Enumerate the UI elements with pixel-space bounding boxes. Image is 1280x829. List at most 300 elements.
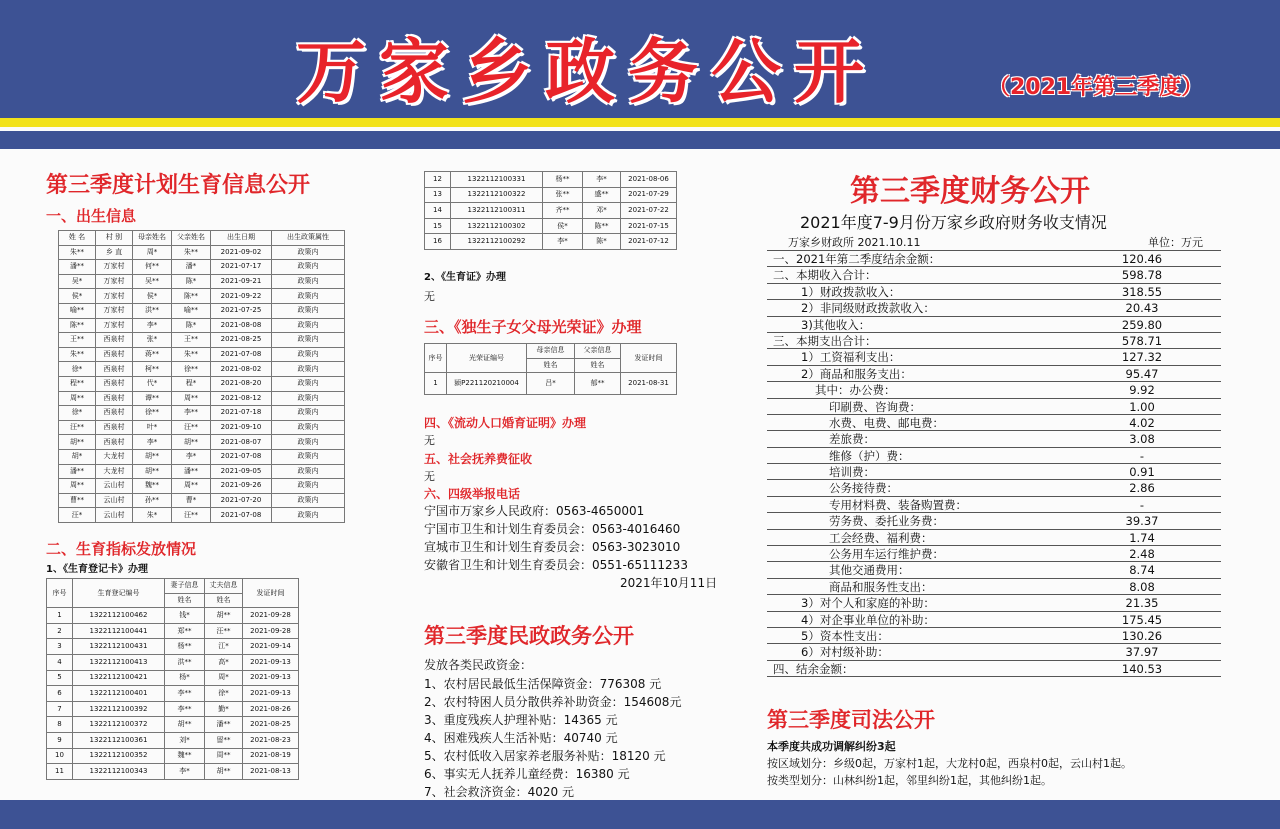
table-row bbox=[47, 670, 299, 686]
finance-row bbox=[767, 513, 1221, 529]
table-cell: 蒋** bbox=[133, 347, 172, 362]
table-row bbox=[47, 686, 299, 702]
finance-row bbox=[767, 497, 1221, 513]
table-cell: 政策内 bbox=[272, 289, 345, 304]
table-cell: 2021-07-18 bbox=[211, 406, 272, 421]
phone-line: 宁国市万家乡人民政府：0563-4650001 bbox=[424, 504, 645, 518]
finance-row bbox=[767, 300, 1221, 316]
civil-item: 5、农村低收入居家养老服务补贴：18120 元 bbox=[424, 749, 666, 763]
table-cell: 杨* bbox=[165, 670, 205, 686]
finance-row bbox=[767, 661, 1221, 677]
finance-row bbox=[767, 399, 1221, 415]
table-cell: 潘** bbox=[59, 260, 96, 275]
table-cell: 万家村 bbox=[96, 289, 133, 304]
table-cell: 张* bbox=[133, 333, 172, 348]
table-cell: 2021-09-28 bbox=[243, 623, 299, 639]
finance-value: 578.71 bbox=[1121, 333, 1163, 348]
table-cell: 政策内 bbox=[272, 333, 345, 348]
table-row bbox=[59, 493, 345, 508]
table-row bbox=[59, 333, 345, 348]
table-cell: 2021-08-13 bbox=[243, 764, 299, 780]
table-cell: 吴** bbox=[133, 274, 172, 289]
fee-none: 无 bbox=[424, 470, 435, 483]
table-row bbox=[59, 435, 345, 450]
table-cell: 3 bbox=[47, 639, 73, 655]
table-row bbox=[59, 289, 345, 304]
table-cell: 1322112100401 bbox=[73, 686, 165, 702]
table-cell: 2021-09-05 bbox=[211, 464, 272, 479]
table-row bbox=[59, 362, 345, 377]
civil-item: 3、重度残疾人护理补贴：14365 元 bbox=[424, 713, 618, 727]
table-cell: 16 bbox=[425, 234, 451, 250]
finance-label: 水费、电费、邮电费： bbox=[829, 415, 944, 430]
finance-label: 维修（护）费： bbox=[829, 448, 910, 463]
table-cell: 政策内 bbox=[272, 391, 345, 406]
judicial-title: 第三季度司法公开 bbox=[767, 708, 935, 732]
table-cell: 胡* bbox=[59, 449, 96, 464]
table-cell: 9 bbox=[47, 732, 73, 748]
table-row bbox=[47, 701, 299, 717]
table-cell: 12 bbox=[425, 172, 451, 188]
honor-title: 三、《独生子女父母光荣证》办理 bbox=[424, 318, 642, 336]
finance-value: 37.97 bbox=[1125, 645, 1159, 660]
judicial-line: 本季度共成功调解纠纷3起 bbox=[767, 740, 896, 753]
finance-label: 差旅费： bbox=[829, 432, 875, 447]
table-cell: 15 bbox=[425, 218, 451, 234]
table-cell: 云山村 bbox=[96, 479, 133, 494]
table-cell: 曹* bbox=[172, 493, 211, 508]
table-cell: 王** bbox=[172, 333, 211, 348]
table-cell: 陈** bbox=[59, 318, 96, 333]
table-cell: 1322112100361 bbox=[73, 732, 165, 748]
civil-item: 1、农村居民最低生活保障资金：776308 元 bbox=[424, 677, 662, 691]
table-row bbox=[47, 608, 299, 624]
table-cell: 2021-07-17 bbox=[211, 260, 272, 275]
finance-label: 4）对企事业单位的补助： bbox=[801, 612, 935, 627]
table-cell: 2021-08-26 bbox=[243, 701, 299, 717]
table-cell: 万家村 bbox=[96, 260, 133, 275]
table-cell: 政策内 bbox=[272, 347, 345, 362]
table-cell: 齐** bbox=[543, 203, 583, 219]
table-cell: 2021-09-28 bbox=[243, 608, 299, 624]
table-row bbox=[47, 717, 299, 733]
table-cell: 徐* bbox=[59, 362, 96, 377]
blue-stripe bbox=[0, 131, 1280, 149]
table-cell: 侯* bbox=[59, 289, 96, 304]
table-cell: 陈* bbox=[172, 318, 211, 333]
table-cell: 何** bbox=[133, 260, 172, 275]
table-cell: 1322112100372 bbox=[73, 717, 165, 733]
table-row bbox=[59, 347, 345, 362]
finance-label: 3）对个人和家庭的补助： bbox=[801, 596, 935, 611]
table-cell: 钱* bbox=[165, 608, 205, 624]
table-row: 1 颍P221120210004 吕* 郁** 2021-08-31 bbox=[425, 373, 677, 395]
finance-subtitle: 2021年度7-9月份万家乡政府财务收支情况 bbox=[800, 213, 1107, 232]
finance-label: 2）非同级财政拨款收入： bbox=[801, 301, 935, 316]
table-row bbox=[59, 245, 345, 260]
table-cell: 政策内 bbox=[272, 493, 345, 508]
finance-value: 8.08 bbox=[1129, 579, 1155, 594]
table-cell: 朱* bbox=[133, 508, 172, 523]
finance-row bbox=[767, 284, 1221, 300]
finance-value: 259.80 bbox=[1121, 317, 1163, 332]
table-row bbox=[59, 376, 345, 391]
finance-value: 39.37 bbox=[1125, 514, 1159, 529]
phone-line: 宁国市卫生和计划生育委员会：0563-4016460 bbox=[424, 522, 681, 536]
table-cell: 2021-08-08 bbox=[211, 318, 272, 333]
birth-table-header bbox=[59, 231, 345, 246]
table-row bbox=[47, 764, 299, 780]
table-cell: 高* bbox=[205, 654, 243, 670]
table-cell: 徐* bbox=[205, 686, 243, 702]
finance-row bbox=[767, 448, 1221, 464]
table-cell: 1322112100421 bbox=[73, 670, 165, 686]
quota-table-continued bbox=[424, 171, 677, 250]
finance-row bbox=[767, 562, 1221, 578]
finance-row bbox=[767, 415, 1221, 431]
table-cell: 政策内 bbox=[272, 479, 345, 494]
table-cell: 2021-09-13 bbox=[243, 654, 299, 670]
table-cell: 万家村 bbox=[96, 274, 133, 289]
table-row bbox=[59, 508, 345, 523]
table-cell: 徐** bbox=[133, 406, 172, 421]
table-cell: 政策内 bbox=[272, 464, 345, 479]
table-cell: 盛** bbox=[583, 187, 621, 203]
finance-value: 95.47 bbox=[1125, 366, 1159, 381]
table-cell: 刘* bbox=[165, 732, 205, 748]
table-cell: 汪** bbox=[205, 623, 243, 639]
finance-value: 0.91 bbox=[1129, 465, 1155, 480]
table-row bbox=[425, 203, 677, 219]
finance-row bbox=[767, 366, 1221, 382]
finance-label: 印刷费、咨询费： bbox=[829, 399, 921, 414]
table-cell: 程* bbox=[172, 376, 211, 391]
table-cell: 政策内 bbox=[272, 508, 345, 523]
table-cell: 谭** bbox=[133, 391, 172, 406]
finance-row bbox=[767, 644, 1221, 660]
table-cell: 2021-09-22 bbox=[211, 289, 272, 304]
table-cell: 2021-07-22 bbox=[621, 203, 677, 219]
main-title: 万家乡政务公开 bbox=[296, 31, 877, 113]
birth-table bbox=[58, 230, 345, 523]
finance-value: 1.74 bbox=[1129, 530, 1155, 545]
finance-label: 四、结余金额： bbox=[773, 661, 854, 676]
col-card: 生育登记编号 bbox=[73, 579, 165, 608]
honor-col-date: 发证时间 bbox=[621, 344, 677, 373]
table-cell: 周* bbox=[205, 670, 243, 686]
finance-row bbox=[767, 530, 1221, 546]
table-cell: 李* bbox=[133, 318, 172, 333]
table-cell: 胡** bbox=[133, 449, 172, 464]
finance-row bbox=[767, 612, 1221, 628]
col-mother: 母亲姓名 bbox=[133, 231, 172, 246]
table-cell: 7 bbox=[47, 701, 73, 717]
table-cell: 胡** bbox=[205, 608, 243, 624]
finance-row bbox=[767, 317, 1221, 333]
finance-label: 1）工资福利支出： bbox=[801, 350, 901, 365]
table-cell: 1322112100302 bbox=[451, 218, 543, 234]
finance-label: 公务用车运行维护费： bbox=[829, 547, 944, 562]
table-cell: 政策内 bbox=[272, 449, 345, 464]
table-cell: 李** bbox=[165, 701, 205, 717]
table-cell: 政策内 bbox=[272, 303, 345, 318]
table-cell: 朱** bbox=[172, 347, 211, 362]
finance-value: 140.53 bbox=[1121, 661, 1163, 676]
table-cell: 西泉村 bbox=[96, 420, 133, 435]
table-cell: 万家村 bbox=[96, 303, 133, 318]
finance-label: 6）对村级补助： bbox=[801, 645, 889, 660]
table-cell: 胡** bbox=[165, 717, 205, 733]
table-cell: 周** bbox=[172, 479, 211, 494]
table-cell: 2021-07-08 bbox=[211, 347, 272, 362]
table-cell: 1322112100331 bbox=[451, 172, 543, 188]
finance-label: 劳务费、委托业务费： bbox=[829, 514, 944, 529]
col-birthdate: 出生日期 bbox=[211, 231, 272, 246]
table-row bbox=[59, 420, 345, 435]
table-cell: 汪** bbox=[172, 420, 211, 435]
table-cell: 周** bbox=[59, 391, 96, 406]
table-cell: 政策内 bbox=[272, 406, 345, 421]
honor-col-code: 光荣证编号 bbox=[447, 344, 527, 373]
table-cell: 政策内 bbox=[272, 376, 345, 391]
table-cell: 洪** bbox=[165, 654, 205, 670]
finance-title: 第三季度财务公开 bbox=[850, 174, 1090, 209]
table-cell: 政策内 bbox=[272, 435, 345, 450]
table-cell: 2021-09-26 bbox=[211, 479, 272, 494]
finance-row bbox=[767, 464, 1221, 480]
civil-intro: 发放各类民政资金： bbox=[424, 658, 533, 672]
col-wife-name: 姓名 bbox=[165, 593, 205, 608]
judicial-line: 按类型划分：山林纠纷1起，邻里纠纷1起，其他纠纷1起。 bbox=[767, 774, 1052, 787]
table-cell: 政策内 bbox=[272, 362, 345, 377]
finance-row bbox=[767, 349, 1221, 365]
table-cell: 邓* bbox=[583, 203, 621, 219]
phone-line: 宣城市卫生和计划生育委员会：0563-3023010 bbox=[424, 540, 681, 554]
table-cell: 2021-09-14 bbox=[243, 639, 299, 655]
table-cell: 西泉村 bbox=[96, 362, 133, 377]
honor-table bbox=[424, 343, 677, 395]
fee-title: 五、社会抚养费征收 bbox=[424, 452, 533, 466]
finance-label: 培训费： bbox=[829, 465, 875, 480]
table-row bbox=[47, 639, 299, 655]
table-cell: 朱** bbox=[59, 245, 96, 260]
table-row bbox=[47, 654, 299, 670]
table-row bbox=[47, 732, 299, 748]
finance-label: 5）资本性支出： bbox=[801, 628, 889, 643]
table-cell: 潘** bbox=[205, 717, 243, 733]
phone-line: 安徽省卫生和计划生育委员会：0551-65111233 bbox=[424, 558, 688, 572]
table-cell: 1322112100352 bbox=[73, 748, 165, 764]
finance-row bbox=[767, 480, 1221, 496]
finance-value: 2.86 bbox=[1129, 481, 1155, 496]
finance-value: 8.74 bbox=[1129, 563, 1155, 578]
table-cell: 2021-09-10 bbox=[211, 420, 272, 435]
col-husband: 丈夫信息 bbox=[205, 579, 243, 594]
table-cell: 2021-07-12 bbox=[621, 234, 677, 250]
birth-section-title: 第三季度计划生育信息公开 bbox=[46, 173, 311, 198]
table-cell: 西泉村 bbox=[96, 333, 133, 348]
finance-label: 2）商品和服务支出： bbox=[801, 366, 912, 381]
table-cell: 2021-07-08 bbox=[211, 449, 272, 464]
table-cell: 4 bbox=[47, 654, 73, 670]
finance-value: 21.35 bbox=[1125, 596, 1159, 611]
birth-cert-subtitle: 2、《生育证》办理 bbox=[424, 272, 506, 283]
table-cell: 汪* bbox=[59, 508, 96, 523]
table-cell: 李* bbox=[583, 172, 621, 188]
civil-item: 7、社会救济资金：4020 元 bbox=[424, 785, 574, 799]
table-cell: 周** bbox=[205, 748, 243, 764]
finance-value: 120.46 bbox=[1121, 252, 1163, 266]
finance-row bbox=[767, 251, 1221, 267]
finance-row bbox=[767, 431, 1221, 447]
honor-col-father-name: 姓名 bbox=[575, 358, 621, 373]
table-cell: 柯** bbox=[133, 362, 172, 377]
table-cell: 潘* bbox=[172, 260, 211, 275]
table-row bbox=[47, 748, 299, 764]
table-cell: 西泉村 bbox=[96, 406, 133, 421]
table-row bbox=[425, 172, 677, 188]
civil-item: 2、农村特困人员分散供养补助资金：154608元 bbox=[424, 695, 682, 709]
table-cell: 江* bbox=[205, 639, 243, 655]
table-cell: 政策内 bbox=[272, 260, 345, 275]
table-cell: 2021-08-19 bbox=[243, 748, 299, 764]
finance-value: 175.45 bbox=[1121, 612, 1163, 627]
honor-col-mother-name: 姓名 bbox=[527, 358, 575, 373]
civil-item: 4、困难残疾人生活补贴：40740 元 bbox=[424, 731, 618, 745]
table-cell: 2021-09-02 bbox=[211, 245, 272, 260]
table-cell: 2021-07-20 bbox=[211, 493, 272, 508]
table-cell: 程** bbox=[59, 376, 96, 391]
table-cell: 1 bbox=[47, 608, 73, 624]
finance-value: 4.02 bbox=[1129, 415, 1155, 430]
finance-label: 其他交通费用： bbox=[829, 563, 910, 578]
table-cell: 杨** bbox=[165, 639, 205, 655]
col-village: 村 别 bbox=[96, 231, 133, 246]
table-cell: 杨** bbox=[543, 172, 583, 188]
col-wife: 妻子信息 bbox=[165, 579, 205, 594]
finance-value: 130.26 bbox=[1121, 628, 1163, 643]
table-cell: 2021-08-07 bbox=[211, 435, 272, 450]
table-cell: 魏** bbox=[133, 479, 172, 494]
table-cell: 云山村 bbox=[96, 508, 133, 523]
table-cell: 李** bbox=[172, 406, 211, 421]
table-row bbox=[59, 303, 345, 318]
table-row bbox=[59, 318, 345, 333]
finance-value: 1.00 bbox=[1129, 399, 1155, 414]
finance-label: 一、2021年第二季度结余金额： bbox=[773, 252, 941, 266]
col-no: 序号 bbox=[47, 579, 73, 608]
table-cell: 魏** bbox=[165, 748, 205, 764]
table-cell: 李* bbox=[543, 234, 583, 250]
table-cell: 潘** bbox=[59, 464, 96, 479]
finance-row bbox=[767, 333, 1221, 349]
finance-label: 三、本期支出合计： bbox=[773, 333, 877, 348]
table-cell: 2 bbox=[47, 623, 73, 639]
table-row bbox=[47, 623, 299, 639]
table-cell: 10 bbox=[47, 748, 73, 764]
table-cell: 5 bbox=[47, 670, 73, 686]
table-cell: 胡** bbox=[59, 435, 96, 450]
table-cell: 1322112100311 bbox=[451, 203, 543, 219]
honor-col-father: 父亲信息 bbox=[575, 344, 621, 359]
table-cell: 1322112100441 bbox=[73, 623, 165, 639]
table-cell: 1322112100392 bbox=[73, 701, 165, 717]
table-cell: 11 bbox=[47, 764, 73, 780]
finance-value: 318.55 bbox=[1121, 284, 1163, 299]
table-cell: 陈** bbox=[172, 289, 211, 304]
table-cell: 胡** bbox=[172, 435, 211, 450]
table-cell: 勤* bbox=[205, 701, 243, 717]
table-row bbox=[59, 406, 345, 421]
table-cell: 潘** bbox=[172, 464, 211, 479]
footer-bar bbox=[0, 800, 1280, 829]
table-cell: 李* bbox=[133, 435, 172, 450]
table-cell: 万家村 bbox=[96, 318, 133, 333]
table-cell: 西泉村 bbox=[96, 435, 133, 450]
finance-value: 127.32 bbox=[1121, 350, 1163, 365]
table-cell: 13 bbox=[425, 187, 451, 203]
quota-subtitle: 二、生育指标发放情况 bbox=[46, 540, 197, 558]
quota-card-subtitle: 1、《生育登记卡》办理 bbox=[46, 564, 148, 575]
table-cell: 2021-08-20 bbox=[211, 376, 272, 391]
table-cell: 乡 直 bbox=[96, 245, 133, 260]
finance-label: 公务接待费： bbox=[829, 481, 898, 496]
table-cell: 喻** bbox=[59, 303, 96, 318]
table-cell: 叶* bbox=[133, 420, 172, 435]
table-cell: 西泉村 bbox=[96, 347, 133, 362]
finance-table bbox=[767, 250, 1221, 677]
table-row bbox=[59, 260, 345, 275]
table-cell: 1322112100431 bbox=[73, 639, 165, 655]
table-cell: 1322112100413 bbox=[73, 654, 165, 670]
table-cell: 孙** bbox=[133, 493, 172, 508]
table-cell: 喻** bbox=[172, 303, 211, 318]
finance-value: 2.48 bbox=[1129, 547, 1155, 562]
finance-row bbox=[767, 595, 1221, 611]
table-cell: 2021-09-13 bbox=[243, 686, 299, 702]
table-cell: 1322112100343 bbox=[73, 764, 165, 780]
table-cell: 1322112100292 bbox=[451, 234, 543, 250]
honor-col-mother: 母亲信息 bbox=[527, 344, 575, 359]
table-cell: 朱** bbox=[59, 347, 96, 362]
honor-col-no: 序号 bbox=[425, 344, 447, 373]
finance-row bbox=[767, 267, 1221, 283]
table-cell: 2021-08-25 bbox=[211, 333, 272, 348]
finance-label: 商品和服务性支出： bbox=[829, 579, 933, 594]
table-cell: 李* bbox=[165, 764, 205, 780]
phone-date: 2021年10月11日 bbox=[620, 576, 718, 590]
table-cell: 吴* bbox=[59, 274, 96, 289]
finance-unit: 单位：万元 bbox=[1148, 236, 1203, 249]
civil-title: 第三季度民政政务公开 bbox=[424, 624, 634, 648]
table-cell: 张** bbox=[543, 187, 583, 203]
birth-cert-none: 无 bbox=[424, 290, 435, 303]
table-cell: 2021-08-06 bbox=[621, 172, 677, 188]
table-cell: 徐** bbox=[172, 362, 211, 377]
table-cell: 侯* bbox=[543, 218, 583, 234]
table-cell: 2021-07-15 bbox=[621, 218, 677, 234]
finance-row bbox=[767, 546, 1221, 562]
table-cell: 2021-08-23 bbox=[243, 732, 299, 748]
judicial-line: 按区域划分：乡级0起，万家村1起，大龙村0起，西泉村0起，云山村1起。 bbox=[767, 757, 1132, 770]
table-cell: 周* bbox=[133, 245, 172, 260]
table-cell: 曹** bbox=[59, 493, 96, 508]
table-cell: 汪** bbox=[59, 420, 96, 435]
yellow-stripe bbox=[0, 118, 1280, 127]
finance-value: - bbox=[1139, 448, 1145, 463]
table-cell: 胡** bbox=[205, 764, 243, 780]
table-cell: 陈** bbox=[583, 218, 621, 234]
